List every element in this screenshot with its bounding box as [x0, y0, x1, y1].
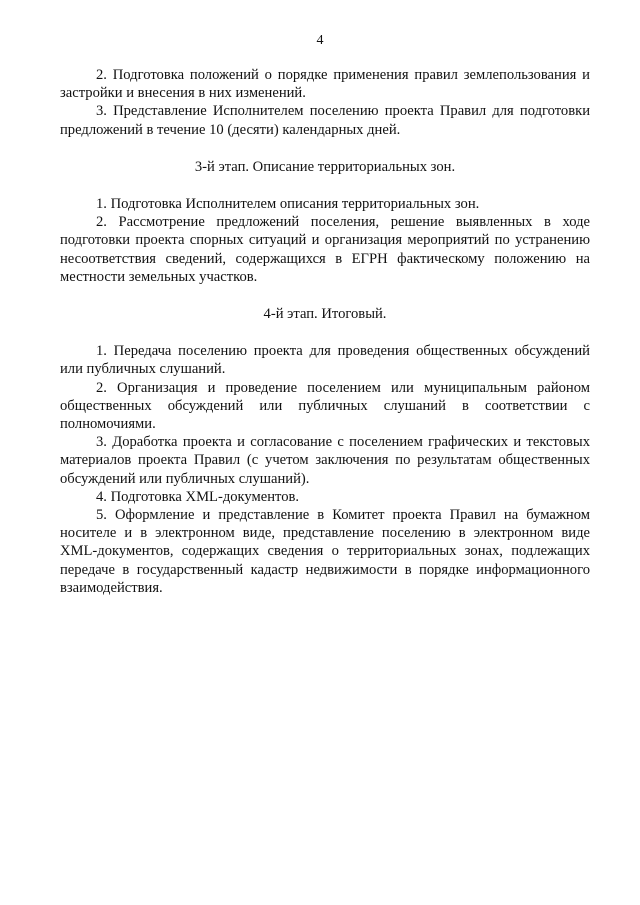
- stage4-item-3: 3. Доработка проекта и согласование с поселением графических и текстовых материалов проекта Правил (с учетом заключения по результатам общественных обсуждений или публичных слушаний).: [60, 434, 590, 487]
- stage3-heading: 3-й этап. Описание территориальных зон.: [194, 158, 456, 175]
- page-number: 4: [316, 33, 324, 48]
- stage2-item-2: 2. Подготовка положений о порядке применения правил землепользования и застройки и внесения в них изменений.: [60, 67, 590, 102]
- stage4-item-5: 5. Оформление и представление в Комитет проекта Правил на бумажном носителе и в электронном виде, представление поселению в электронном виде XML-документов, содержащих сведения о территориальных зонах, подлежащих передаче в государственный кадастр недвижимости в порядке информационного взаимодействия.: [60, 507, 590, 596]
- stage2-item-3: 3. Представление Исполнителем поселению проекта Правил для подготовки предложений в течение 10 (десяти) календарных дней.: [60, 103, 590, 138]
- stage4-item-1: 1. Передача поселению проекта для проведения общественных обсуждений или публичных слушаний.: [60, 343, 590, 378]
- stage3-item-2: 2. Рассмотрение предложений поселения, решение выявленных в ходе подготовки проекта спорных ситуаций и организация мероприятий по устранению несоответствия сведений, содержащихся в ЕГРН фактическому положению на местности земельных участков.: [60, 214, 590, 285]
- stage3-item-1: 1. Подготовка Исполнителем описания территориальных зон.: [96, 196, 480, 213]
- document-body: [60, 66, 590, 597]
- stage4-item-4: 4. Подготовка XML-документов.: [96, 488, 300, 505]
- stage4-heading: 4-й этап. Итоговый.: [263, 306, 387, 323]
- stage4-item-2: 2. Организация и проведение поселением или муниципальным районом общественных обсуждений или публичных слушаний в соответствии с полномочиями.: [60, 379, 590, 433]
